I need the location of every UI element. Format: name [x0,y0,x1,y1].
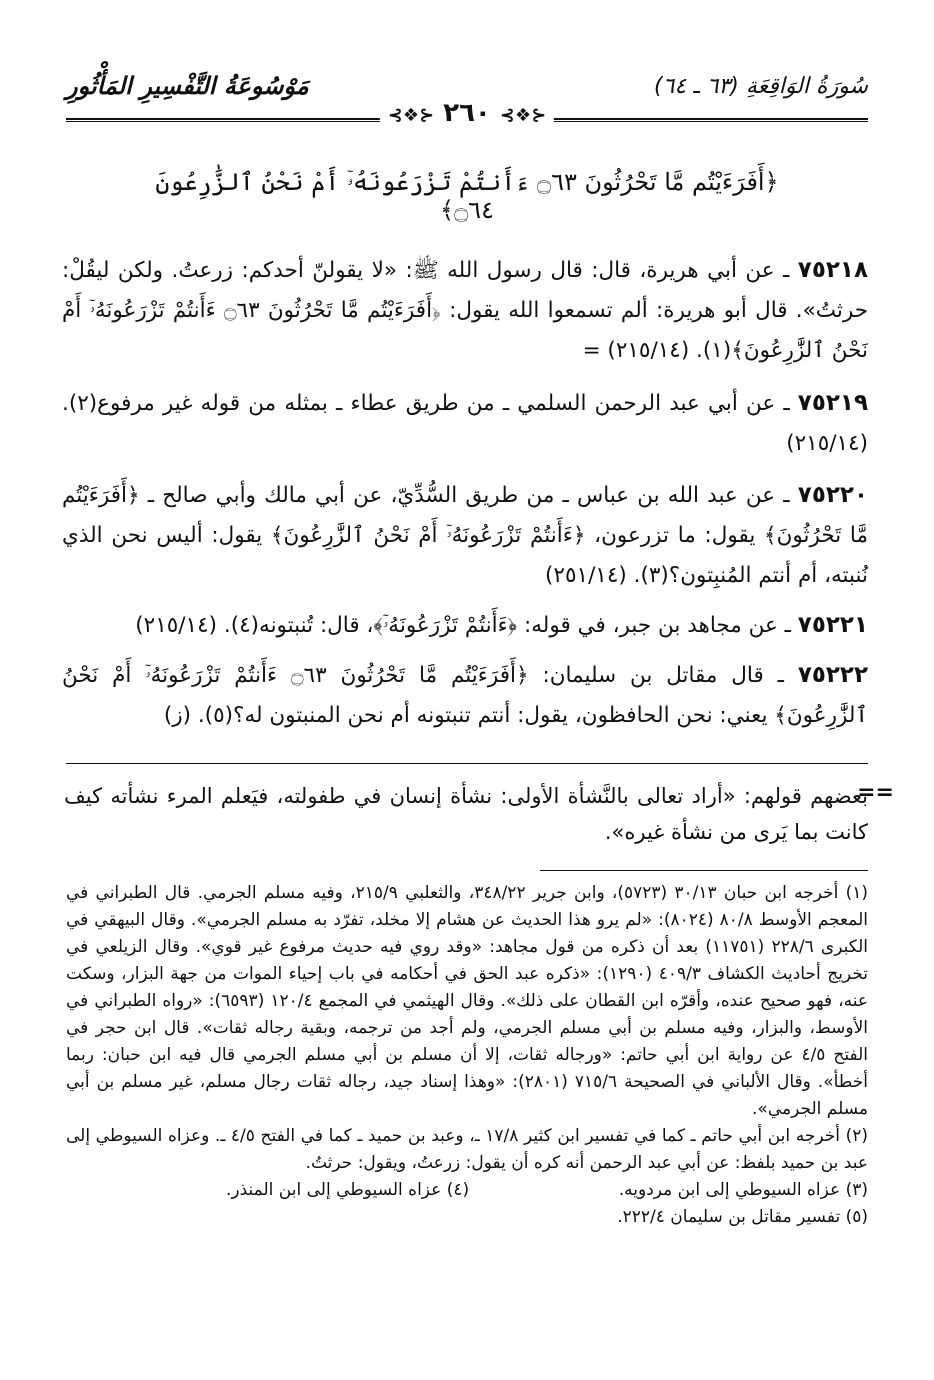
entry-text: ـ عن مجاهد بن جبر، في قوله: ﴿ءَأَنتُمْ تَزْرَعُونَهُۥٓ﴾، قال: تُنبتونه(٤). (٢١٥/١٤) [135,613,791,638]
page-number-value: ٢٦٠ [443,98,491,128]
entry-text: ـ قال مقاتل بن سليمان: ﴿أَفَرَءَيْتُم مَّا تَحْرُثُونَ ۝٦٣ ءَأَنتُمْ تَزْرَعُونَهُۥٓ أَمْ نَحْنُ ٱلزَّٰرِعُونَ﴾ يعني: نحن الحافظون، يقول: أنتم تنبتونه أم نحن المنبتون له؟(٥). (ز) [62,663,868,728]
entry-75218 [62,250,868,371]
entry-number: ٧٥٢١٨ [797,257,868,283]
footnote-3: (٣) عزاه السيوطي إلى ابن مردويه. [618,1180,868,1200]
entry-75220 [62,475,868,596]
entry-text: ـ عن عبد الله بن عباس ـ من طريق السُّدِّيّ، عن أبي مالك وأبي صالح ـ ﴿أَفَرَءَيْتُم مَّا تَحْرُثُونَ﴾ يقول: ما تزرعون، ﴿ءَأَنتُمْ تَزْرَعُونَهُۥٓ أَمْ نَحْنُ ٱلزَّٰرِعُونَ﴾ يقول: أليس نحن الذي نُنبته، أم أنتم المُنبِتون؟(٣). (٢٥١/١٤) [62,483,868,588]
entry-text: ـ عن أبي هريرة، قال: قال رسول الله ﷺ: «لا يقولنّ أحدكم: زرعتُ. ولكن ليقُلْ: حرثتُ». قال أبو هريرة: ألم تسمعوا الله يقول: ﴿أَفَرَءَيْتُم مَّا تَحْرُثُونَ ۝٦٣ ءَأَنتُمْ تَزْرَعُونَهُۥٓ أَمْ نَحْنُ ٱلزَّٰرِعُونَ﴾(١). (٢١٥/١٤) = [62,258,868,363]
book-title: مَوْسُوعَةُ التَّفْسِيرِ المَأْثُورِ [66,72,309,100]
page-number [380,98,554,128]
body-separator [66,763,868,764]
entry-text: ـ عن أبي عبد الرحمن السلمي ـ من طريق عطاء ـ بمثله من قوله غير مرفوع(٢). (٢١٥/١٤) [62,391,868,456]
quran-verse: ﴿أَفَرَءَيْتُم مَّا تَحْرُثُونَ ۝٦٣ ءَأَنتُمْ تَزْرَعُونَهُۥٓ أَمْ نَحْنُ ٱلزَّٰرِعُونَ ۝٦٤﴾ [155,168,779,224]
entry-number: ٧٥٢٢٠ [797,482,868,508]
entry-number: ٧٥٢١٩ [797,390,868,416]
continuation-note: بعضهم قولهم: «أراد تعالى بالنَّشأة الأولى: نشأة إنسان في طفولته، فيَعلم المرء نشأته كيف كانت بما يَرى من نشأة غيره». [64,784,868,844]
footnote-1: (١) أخرجه ابن حبان ٣٠/١٣ (٥٧٢٣)، وابن جرير ٣٤٨/٢٢، والثعلبي ٢١٥/٩، وفيه مسلم الجرمي. قال الطبراني في المعجم الأوسط ٨٠/٨ (٨٠٢٤): «لم يرو هذا الحديث عن هشام إلا مخلد، تفرّد به مسلم الجرمي». وقال البيهقي في الكبرى ٢٢٨/٦ (١١٧٥١) بعد أن ذكره من قول مجاهد: «وقد روي فيه حديث مرفوع غير قوي». وقال الزيلعي في تخريج أحاديث الكشاف ٤٠٩/٣ (١٢٩٠): «ذكره عبد الحق في أحكامه في باب إحياء الموات من جهة البزار، وسكت عنه، فهو صحيح عنده، وأقرّه ابن القطان على ذلك». وقال الهيثمي في المجمع ١٢٠/٤ (٦٥٩٣): «رواه الطبراني في الأوسط، والبزار، وفيه مسلم بن أبي مسلم الجرمي، ولم أجد من ترجمه، وبقية رجاله ثقات». قال ابن حجر في الفتح ٤/٥ عن رواية ابن أبي حاتم: «ورجاله ثقات، إلا أن مسلم بن أبي مسلم الجرمي قال فيه ابن حبان: ربما أخطأ». وقال الألباني في الصحيحة ٧١٥/٦ (٢٨٠١): «وهذا إسناد جيد، رجاله ثقات رجال مسلم، غير مسلم بن أبي مسلم الجرمي». [66,883,869,1119]
footnote-rule [540,870,868,871]
footnote-2: (٢) أخرجه ابن أبي حاتم ـ كما في تفسير ابن كثير ١٧/٨ ـ، وعبد بن حميد ـ كما في الفتح ٤/٥ ـ. وعزاه السيوطي إلى عبد بن حميد بلفظ: عن أبي عبد الرحمن أنه كره أن يقول: زرعتُ، ويقول: حرثتُ. [66,1126,868,1173]
entry-number: ٧٥٢٢٢ [797,662,869,688]
continuation-mark: == [857,780,894,805]
footnotes [66,880,868,1231]
footnote-row-3-4 [66,1177,868,1204]
footnote-5: (٥) تفسير مقاتل بن سليمان ٢٢٢/٤. [617,1207,868,1227]
entry-number: ٧٥٢٢١ [797,612,868,638]
ornament-right-icon: ⊰❖⊱ [499,105,547,126]
surah-range: سُورَةُ الوَاقِعَةِ (٦٣ ـ ٦٤) [653,74,868,99]
footnote-4: (٤) عزاه السيوطي إلى ابن المنذر. [226,1180,470,1200]
entry-75222 [62,655,868,736]
entry-75221 [62,605,868,646]
entry-75219 [62,383,868,464]
ornament-left-icon: ⊰❖⊱ [387,105,435,126]
